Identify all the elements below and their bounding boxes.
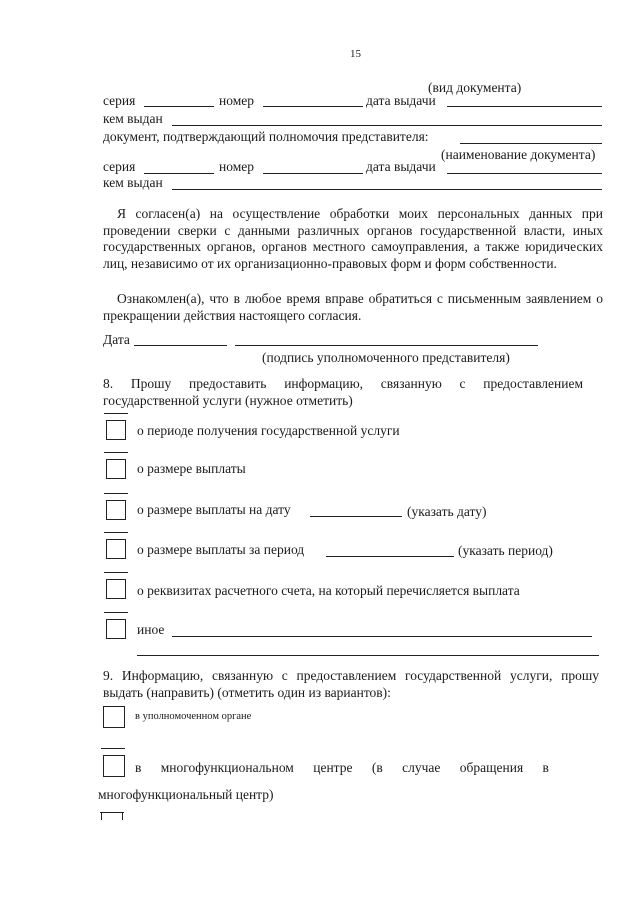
issued-by-label-2: кем выдан bbox=[103, 175, 163, 190]
other-field[interactable] bbox=[172, 636, 592, 637]
checkbox-authority[interactable] bbox=[103, 706, 125, 728]
amount-date-field[interactable] bbox=[310, 516, 402, 517]
series-field-2[interactable] bbox=[144, 173, 214, 174]
issue-date-field-2[interactable] bbox=[447, 173, 602, 174]
mfc-word: случае bbox=[402, 760, 441, 775]
option-other: иное bbox=[137, 622, 165, 637]
mfc-word: обращения bbox=[459, 760, 524, 775]
option-amount: о размере выплаты bbox=[137, 461, 246, 476]
issue-date-field[interactable] bbox=[447, 106, 602, 107]
series-label-2: серия bbox=[103, 159, 136, 174]
page-number: 15 bbox=[350, 48, 361, 60]
signature-field[interactable] bbox=[235, 345, 538, 346]
option-amount-period: о размере выплаты за период bbox=[137, 542, 305, 557]
series-field[interactable] bbox=[144, 106, 214, 107]
authority-doc-label: документ, подтверждающий полномочия представителя: bbox=[103, 129, 429, 144]
other-field-2[interactable] bbox=[137, 655, 599, 656]
checkbox-top-line bbox=[104, 493, 128, 494]
mfc-word: в bbox=[542, 760, 549, 775]
checkbox-top-line bbox=[104, 452, 128, 453]
option-period: о периоде получения государственной услуги bbox=[137, 423, 400, 438]
issued-by-field[interactable] bbox=[172, 125, 602, 126]
issued-by-field-2[interactable] bbox=[172, 189, 602, 190]
option-amount-date: о размере выплаты на дату bbox=[137, 502, 291, 517]
checkbox-top-line bbox=[104, 572, 128, 573]
checkbox-account[interactable] bbox=[106, 579, 126, 599]
checkbox-amount-period[interactable] bbox=[106, 539, 126, 559]
mfc-word: в bbox=[135, 760, 142, 775]
acknowledged-text: Ознакомлен(а), что в любое время вправе обратиться с письменным заявлением о прекращении действия настоящего согласия. bbox=[103, 291, 603, 323]
checkbox-amount-date[interactable] bbox=[106, 500, 126, 520]
checkbox-period[interactable] bbox=[106, 420, 126, 440]
date-hint: (указать дату) bbox=[407, 504, 487, 519]
issued-by-label: кем выдан bbox=[103, 111, 163, 126]
mfc-word: многофункциональном bbox=[160, 760, 294, 775]
section9-heading: 9. Информацию, связанную с предоставлением государственной услуги, прошу выдать (направить) (отметить один из вариантов): bbox=[103, 668, 599, 700]
checkbox-other[interactable] bbox=[106, 619, 126, 639]
issue-date-label: дата выдачи bbox=[366, 93, 436, 108]
option-authority: в уполномоченном органе bbox=[135, 711, 252, 722]
option-account: о реквизитах расчетного счета, на который перечисляется выплата bbox=[137, 583, 520, 598]
number-label: номер bbox=[219, 93, 255, 108]
date-field[interactable] bbox=[134, 345, 227, 346]
doc-type-caption: (вид документа) bbox=[428, 80, 522, 95]
checkbox-top-line bbox=[104, 612, 128, 613]
doc-name-caption: (наименование документа) bbox=[441, 147, 596, 162]
option-mfc bbox=[135, 760, 549, 776]
date-label: Дата bbox=[103, 332, 130, 347]
mfc-word: (в bbox=[371, 760, 383, 775]
checkbox-top-line bbox=[104, 532, 128, 533]
number-field-2[interactable] bbox=[263, 173, 363, 174]
amount-period-field[interactable] bbox=[326, 556, 454, 557]
option-mfc-cont: многофункциональный центр) bbox=[98, 787, 274, 802]
checkbox-top-line bbox=[104, 413, 128, 414]
signature-caption: (подпись уполномоченного представителя) bbox=[262, 350, 510, 365]
checkbox-top-line bbox=[101, 748, 125, 749]
consent-text: Я согласен(а) на осуществление обработки моих персональных данных при проведении сверки с данными различных органов государственной власти, иных государственных органов, органов местного самоуправления, а также юридических лиц, независимо от их организационно-правовых форм и форм собственности. bbox=[103, 206, 603, 271]
mfc-word: центре bbox=[313, 760, 353, 775]
checkbox-mfc[interactable] bbox=[103, 755, 125, 777]
checkbox-amount[interactable] bbox=[106, 459, 126, 479]
authority-doc-field[interactable] bbox=[460, 143, 602, 144]
number-label-2: номер bbox=[219, 159, 255, 174]
number-field[interactable] bbox=[263, 106, 363, 107]
series-label: серия bbox=[103, 93, 136, 108]
issue-date-label-2: дата выдачи bbox=[366, 159, 436, 174]
section8-heading: 8. Прошу предоставить информацию, связанную с предоставлением государственной услуги (нужное отметить) bbox=[103, 376, 583, 408]
period-hint: (указать период) bbox=[458, 543, 553, 558]
checkbox-partial bbox=[101, 812, 123, 820]
